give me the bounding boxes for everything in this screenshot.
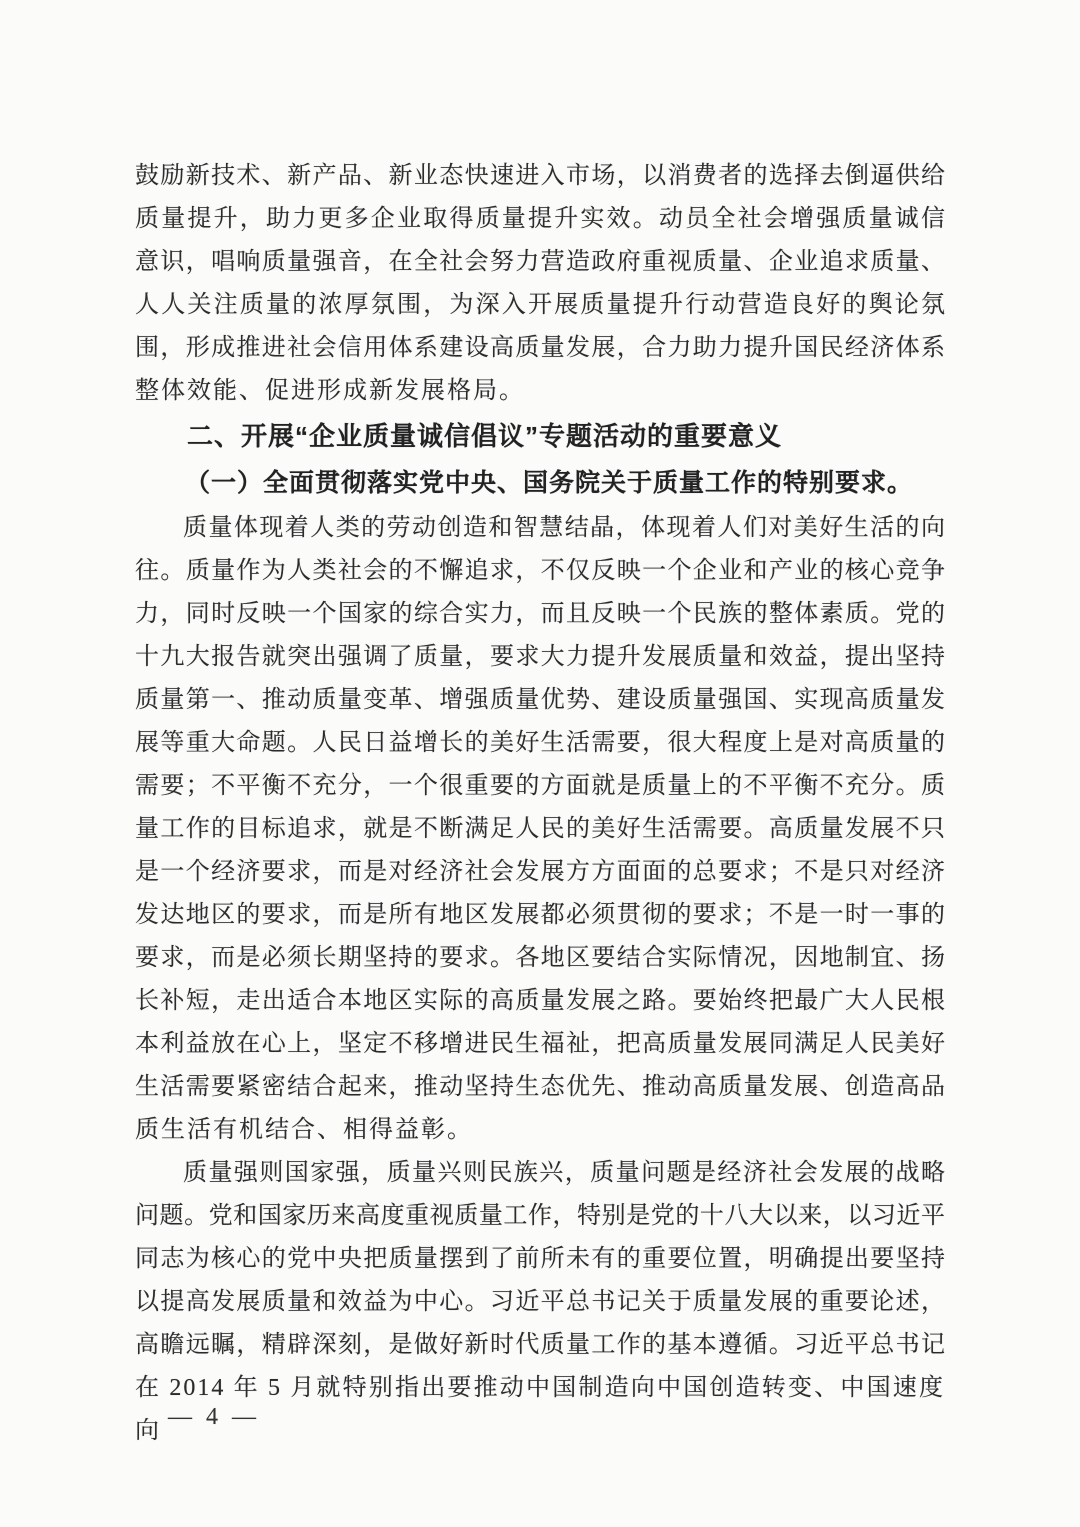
paragraph-continuation: [135, 155, 945, 413]
text-line: 展等重大命题。人民日益增长的美好生活需要，很大程度上是对高质量的: [135, 730, 945, 756]
text-line: 问题。党和国家历来高度重视质量工作，特别是党的十八大以来，以习近平: [135, 1203, 945, 1229]
text-line: 力，同时反映一个国家的综合实力，而且反映一个民族的整体素质。党的: [135, 601, 945, 627]
text-line: 是一个经济要求，而是对经济社会发展方方面面的总要求；不是只对经济: [135, 859, 945, 885]
text-line: 在 2014 年 5 月就特别指出要推动中国制造向中国创造转变、中国速度向: [135, 1375, 945, 1444]
text-line: 生活需要紧密结合起来，推动坚持生态优先、推动高质量发展、创造高品: [135, 1074, 945, 1100]
text-line: 整体效能、促进形成新发展格局。: [135, 378, 525, 404]
text-line: 质量强则国家强，质量兴则民族兴，质量问题是经济社会发展的战略: [183, 1160, 945, 1186]
text-line: 鼓励新技术、新产品、新业态快速进入市场，以消费者的选择去倒逼供给: [135, 163, 945, 189]
text-line: 质生活有机结合、相得益彰。: [135, 1117, 473, 1143]
text-line: 高瞻远瞩，精辟深刻，是做好新时代质量工作的基本遵循。习近平总书记: [135, 1332, 945, 1358]
paragraph-quality-significance: [135, 507, 945, 1152]
text-line: 要求，而是必须长期坚持的要求。各地区要结合实际情况，因地制宜、扬: [135, 945, 945, 971]
text-line: 量工作的目标追求，就是不断满足人民的美好生活需要。高质量发展不只: [135, 816, 945, 842]
text-line: 需要；不平衡不充分，一个很重要的方面就是质量上的不平衡不充分。质: [135, 773, 945, 799]
page-body: [135, 155, 945, 1453]
text-line: 同志为核心的党中央把质量摆到了前所未有的重要位置，明确提出要坚持: [135, 1246, 945, 1272]
text-line: 质量体现着人类的劳动创造和智慧结晶，体现着人们对美好生活的向: [183, 515, 945, 541]
text-line: 质量提升，助力更多企业取得质量提升实效。动员全社会增强质量诚信: [135, 206, 945, 232]
text-line: 长补短，走出适合本地区实际的高质量发展之路。要始终把最广大人民根: [135, 988, 945, 1014]
text-line: 往。质量作为人类社会的不懈追求，不仅反映一个企业和产业的核心竞争: [135, 558, 945, 584]
section-heading: 二、开展“企业质量诚信倡议”专题活动的重要意义: [187, 421, 783, 451]
text-line: 本利益放在心上，坚定不移增进民生福祉，把高质量发展同满足人民美好: [135, 1031, 945, 1057]
text-line: 十九大报告就突出强调了质量，要求大力提升发展质量和效益，提出坚持: [135, 644, 945, 670]
text-line: 围，形成推进社会信用体系建设高质量发展，合力助力提升国民经济体系: [135, 335, 945, 361]
subsection-heading: （一）全面贯彻落实党中央、国务院关于质量工作的特别要求。: [185, 470, 914, 497]
text-line: 质量第一、推动质量变革、增强质量优势、建设质量强国、实现高质量发: [135, 687, 945, 713]
page-number: — 4 —: [168, 1404, 260, 1430]
text-line: 意识，唱响质量强音，在全社会努力营造政府重视质量、企业追求质量、: [135, 249, 945, 275]
text-line: 人人关注质量的浓厚氛围，为深入开展质量提升行动营造良好的舆论氛: [135, 292, 945, 318]
text-line: 以提高发展质量和效益为中心。习近平总书记关于质量发展的重要论述，: [135, 1289, 945, 1315]
text-line: 发达地区的要求，而是所有地区发展都必须贯彻的要求；不是一时一事的: [135, 902, 945, 928]
